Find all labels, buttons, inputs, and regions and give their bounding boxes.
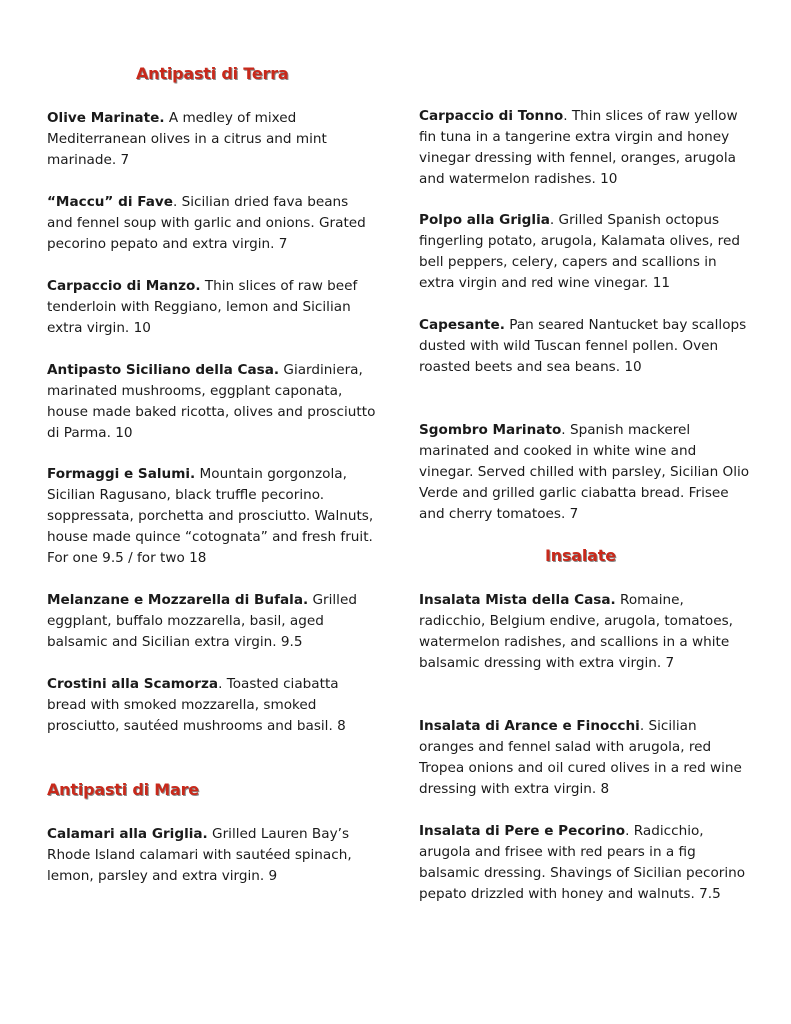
menu-item xyxy=(47,192,377,255)
menu-item-name: Carpaccio di Tonno xyxy=(419,108,564,124)
menu-item-name: Carpaccio di Manzo. xyxy=(47,278,201,294)
section-heading-antipasti-terra: Antipasti di Terra xyxy=(136,64,289,83)
menu-item-name: Olive Marinate. xyxy=(47,110,165,126)
menu-item xyxy=(419,590,754,674)
menu-item-description: . Spanish mackerel marinated and cooked in white wine and vinegar. Served chilled with parsley, Sicilian Olio Verde and grilled garlic ciabatta bread. Frisee and cherry tomatoes. 7 xyxy=(419,422,750,522)
menu-item xyxy=(47,464,377,569)
menu-item-name: Crostini alla Scamorza xyxy=(47,676,219,692)
menu-item-description: . Toasted ciabatta bread with smoked mozzarella, smoked prosciutto, sautéed mushrooms and basil. 8 xyxy=(47,676,346,734)
menu-item xyxy=(47,590,377,653)
menu-item xyxy=(47,824,377,887)
section-heading-antipasti-mare: Antipasti di Mare xyxy=(47,780,199,799)
menu-item-name: Insalata di Pere e Pecorino xyxy=(419,823,626,839)
menu-item-description: Thin slices of raw beef tenderloin with Reggiano, lemon and Sicilian extra virgin. 10 xyxy=(47,278,358,336)
menu-item xyxy=(419,420,754,525)
menu-item-name: Formaggi e Salumi. xyxy=(47,466,196,482)
menu-item-name: Polpo alla Griglia xyxy=(419,212,550,228)
menu-item-description: Romaine, radicchio, Belgium endive, arugola, tomatoes, watermelon radishes, and scallions in a white balsamic dressing with extra virgin. 7 xyxy=(419,592,733,671)
menu-item xyxy=(419,106,754,190)
menu-item-name: “Maccu” di Fave xyxy=(47,194,173,210)
menu-item-description: . Thin slices of raw yellow fin tuna in a tangerine extra virgin and honey vinegar dressing with fennel, oranges, arugola and watermelon radishes. 10 xyxy=(419,108,738,187)
menu-item xyxy=(419,210,754,294)
menu-item-name: Sgombro Marinato xyxy=(419,422,562,438)
menu-item xyxy=(47,276,377,339)
menu-item-description: . Radicchio, arugola and frisee with red pears in a fig balsamic dressing. Shavings of Sicilian pecorino pepato drizzled with honey and walnuts. 7.5 xyxy=(419,823,746,902)
section-heading-insalate: Insalate xyxy=(545,546,616,565)
menu-item-description: Mountain gorgonzola, Sicilian Ragusano, black truffle pecorino. soppressata, porchetta and prosciutto. Walnuts, house made quince “cotognata” and fresh fruit. For one 9.5 / for two 18 xyxy=(47,466,374,566)
menu-item-description: . Grilled Spanish octopus fingerling potato, arugola, Kalamata olives, red bell peppers, celery, capers and scallions in extra virgin and red wine vinegar. 11 xyxy=(419,212,740,291)
menu-item-description: A medley of mixed Mediterranean olives in a citrus and mint marinade. 7 xyxy=(47,110,327,168)
menu-item-name: Melanzane e Mozzarella di Bufala. xyxy=(47,592,309,608)
menu-item-description: Grilled Lauren Bay’s Rhode Island calamari with sautéed spinach, lemon, parsley and extra virgin. 9 xyxy=(47,826,352,884)
menu-item-description: Pan seared Nantucket bay scallops dusted with wild Tuscan fennel pollen. Oven roasted beets and sea beans. 10 xyxy=(419,317,747,375)
menu-item xyxy=(419,315,754,378)
menu-item-name: Capesante. xyxy=(419,317,505,333)
menu-item-name: Antipasto Siciliano della Casa. xyxy=(47,362,280,378)
menu-item xyxy=(419,821,754,905)
menu-item xyxy=(419,716,754,800)
menu-item-description: . Sicilian oranges and fennel salad with arugola, red Tropea onions and oil cured olives in a red wine dressing with extra virgin. 8 xyxy=(419,718,742,797)
menu-item xyxy=(47,360,377,444)
menu-item xyxy=(47,674,377,737)
menu-item-name: Insalata di Arance e Finocchi xyxy=(419,718,640,734)
menu-item-name: Insalata Mista della Casa. xyxy=(419,592,616,608)
menu-item-name: Calamari alla Griglia. xyxy=(47,826,208,842)
menu-item-description: Grilled eggplant, buffalo mozzarella, basil, aged balsamic and Sicilian extra virgin. 9.5 xyxy=(47,592,357,650)
menu-item-description: . Sicilian dried fava beans and fennel soup with garlic and onions. Grated pecorino pepato and extra virgin. 7 xyxy=(47,194,366,252)
menu-item xyxy=(47,108,377,171)
menu-item-description: Giardiniera, marinated mushrooms, eggplant caponata, house made baked ricotta, olives and prosciutto di Parma. 10 xyxy=(47,362,376,441)
